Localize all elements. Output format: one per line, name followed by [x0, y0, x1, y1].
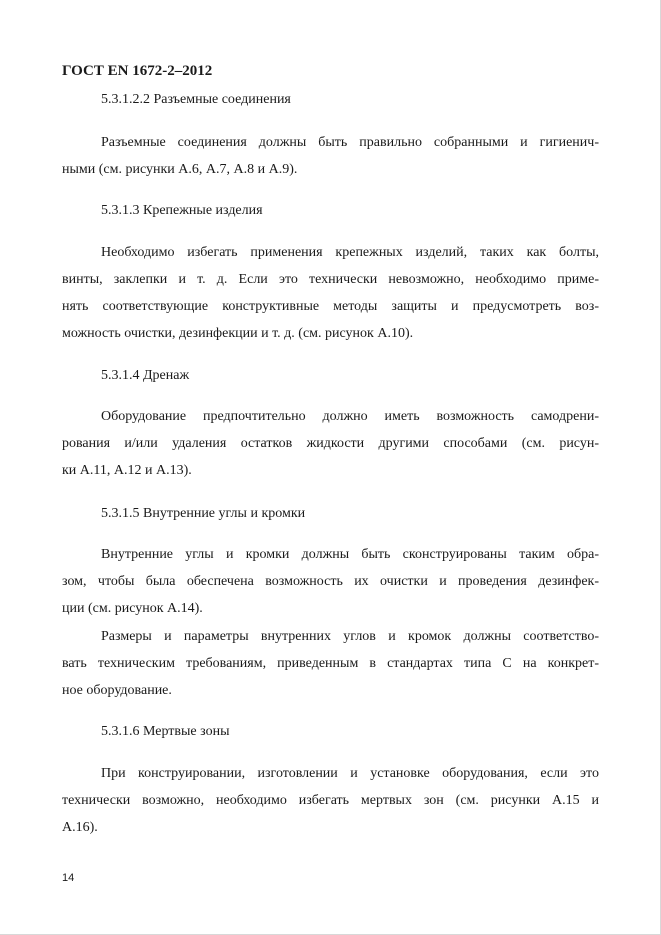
text-line: технически возможно, необходимо избегать мертвых зон (см. рисунки А.15 и	[62, 793, 599, 808]
text-line: вать техническим требованиям, приведенным в стандартах типа С на конкрет-	[62, 656, 599, 671]
paragraph	[62, 623, 599, 704]
text-line: ки А.11, А.12 и А.13).	[62, 463, 192, 478]
text-line: ции (см. рисунок А.14).	[62, 601, 203, 616]
text-line: Внутренние углы и кромки должны быть сконструированы таким обра-	[101, 547, 599, 562]
text-line: винты, заклепки и т. д. Если это технически невозможно, необходимо приме-	[62, 272, 599, 287]
text-line: рования и/или удаления остатков жидкости другими способами (см. рисун-	[62, 436, 599, 451]
text-line: Необходимо избегать применения крепежных изделий, таких как болты,	[101, 245, 599, 260]
section-heading: 5.3.1.5 Внутренние углы и кромки	[101, 506, 306, 521]
section-heading: 5.3.1.4 Дренаж	[101, 368, 190, 383]
text-line: зом, чтобы была обеспечена возможность их очистки и проведения дезинфек-	[62, 574, 599, 589]
paragraph	[62, 403, 599, 484]
paragraph	[62, 760, 599, 841]
section-heading: 5.3.1.3 Крепежные изделия	[101, 203, 263, 218]
text-line: Разъемные соединения должны быть правильно собранными и гигиенич-	[101, 135, 599, 150]
text-line: ное оборудование.	[62, 683, 172, 698]
page-number: 14	[62, 872, 75, 884]
section-heading: 5.3.1.6 Мертвые зоны	[101, 724, 230, 739]
document-header: ГОСТ EN 1672-2–2012	[62, 63, 213, 79]
text-line: Размеры и параметры внутренних углов и кромок должны соответство-	[101, 629, 599, 644]
text-line: Оборудование предпочтительно должно иметь возможность самодрени-	[101, 409, 599, 424]
text-line: можность очистки, дезинфекции и т. д. (см. рисунок А.10).	[62, 326, 414, 341]
text-line: При конструировании, изготовлении и установке оборудования, если это	[101, 766, 599, 781]
text-line: нять соответствующие конструктивные методы защиты и предусмотреть воз-	[62, 299, 599, 314]
paragraph	[62, 129, 599, 183]
text-line: ными (см. рисунки А.6, А.7, А.8 и А.9).	[62, 162, 298, 177]
paragraph	[62, 239, 599, 347]
section-heading: 5.3.1.2.2 Разъемные соединения	[101, 92, 291, 107]
paragraph	[62, 541, 599, 622]
text-line: А.16).	[62, 820, 98, 835]
